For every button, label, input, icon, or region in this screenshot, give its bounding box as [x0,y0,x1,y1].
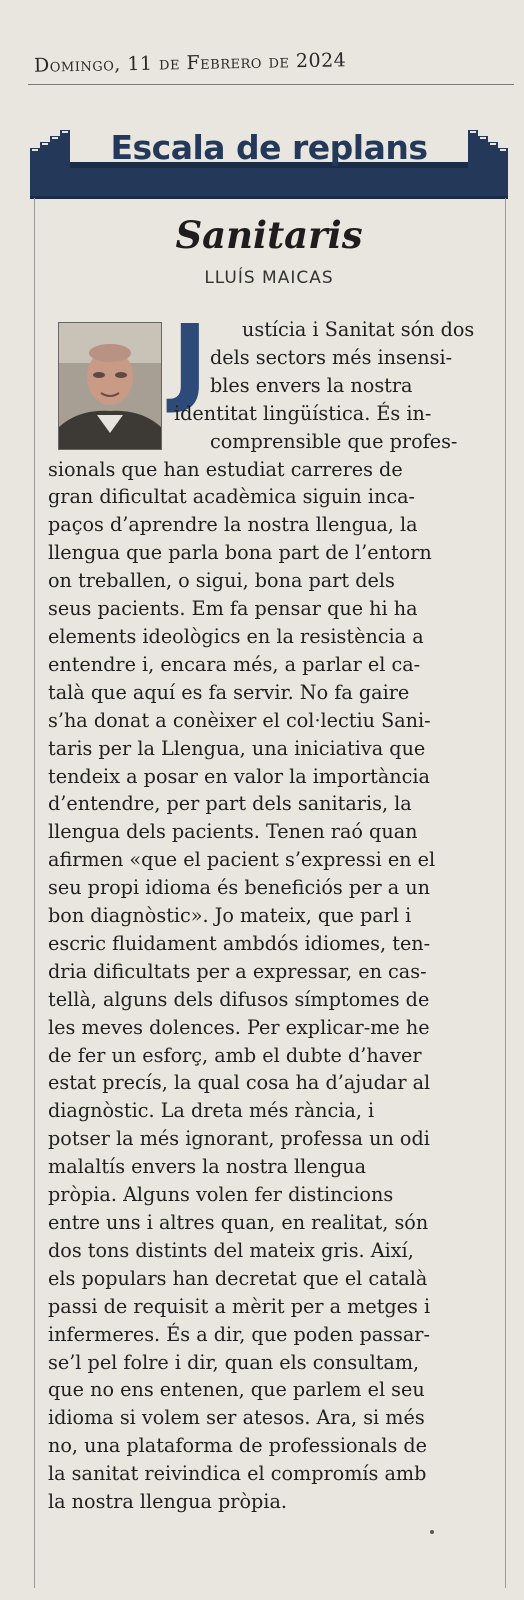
body-line: llengua dels pacients. Tenen raó quan [48,820,418,844]
body-line: potser la més ignorant, professa un odi [48,1127,430,1151]
body-line: bles envers la nostra [210,373,413,397]
drop-cap: J [172,304,208,416]
body-line: que no ens entenen, que parlem el seu [48,1378,425,1402]
header-rule [28,84,514,85]
section-title: Escala de replans [110,128,428,167]
body-line: se’l pel folre i dir, quan els consultam, [48,1350,420,1374]
body-line: escric fluidament ambdós idiomes, ten- [48,931,431,955]
body-line: dels sectors més insensi- [210,345,453,369]
body-line: elements ideològics en la resistència a [48,624,424,648]
body-line: sionals que han estudiat carreres de [48,457,403,481]
body-line: entendre i, encara més, a parlar el ca- [48,652,421,676]
body-line: taris per la Llengua, una iniciativa que [48,736,426,760]
body-line: s’ha donat a conèixer el col·lectiu Sani- [48,708,431,732]
body-line: estat precís, la qual cosa ha d’ajudar al [48,1071,431,1095]
body-line: passi de requisit a mèrit per a metges i [48,1294,431,1318]
body-line: els populars han decretat que el català [48,1266,428,1290]
body-line: d’entendre, per part dels sanitaris, la [48,792,412,816]
body-line: gran dificultat acadèmica siguin inca- [48,485,416,509]
body-line: idioma si volem ser atesos. Ara, si més [48,1406,425,1430]
body-line: talà que aquí es fa servir. No fa gaire [48,680,410,704]
body-line: llengua que parla bona part de l’entorn [48,541,432,565]
article-headline: Sanitaris [175,213,363,257]
section-banner [30,120,508,200]
body-line: bon diagnòstic». Jo mateix, que parl i [48,904,412,928]
body-line: malaltís envers la nostra llengua [48,1155,367,1179]
body-line: dos tons distints del mateix gris. Així, [48,1238,414,1262]
body-line: tellà, alguns dels difusos símptomes de [48,987,430,1011]
body-line: entre uns i altres quan, en realitat, són [48,1211,429,1234]
body-line: diagnòstic. La dreta més rància, i [48,1099,375,1123]
body-line: infermeres. És a dir, que poden passar- [48,1322,430,1346]
body-line: identitat lingüística. És in- [174,401,432,425]
body-line: seu propi idioma és beneficiós per a un [48,876,431,900]
body-line: tendeix a posar en valor la importància [48,764,430,788]
body-line: comprensible que profes- [210,429,458,453]
body-line: on treballen, o sigui, bona part dels [48,569,395,593]
body-line: de fer un esforç, amb el dubte d’haver [48,1043,422,1067]
body-line: paços d’aprendre la nostra llengua, la [48,513,418,537]
body-line: ustícia i Sanitat són dos [242,318,475,341]
body-line: pròpia. Alguns volen fer distincions [48,1183,394,1207]
article-body [48,316,474,1516]
end-mark [430,1530,434,1534]
body-line: la nostra llengua pròpia. [48,1490,287,1514]
body-line: dria dificultats per a expressar, en cas- [48,959,427,983]
body-line: no, una plataforma de professionals de [48,1434,428,1458]
body-line: seus pacients. Em fa pensar que hi ha [48,597,418,621]
body-line: la sanitat reivindica el compromís amb [48,1462,427,1486]
article-byline: LLUÍS MAICAS [204,268,334,288]
body-line: afirmen «que el pacient s’expressi en el [48,848,436,872]
dateline: Domingo, 11 de Febrero de 2024 [33,49,347,77]
body-line: les meves dolences. Per explicar-me he [48,1015,430,1039]
